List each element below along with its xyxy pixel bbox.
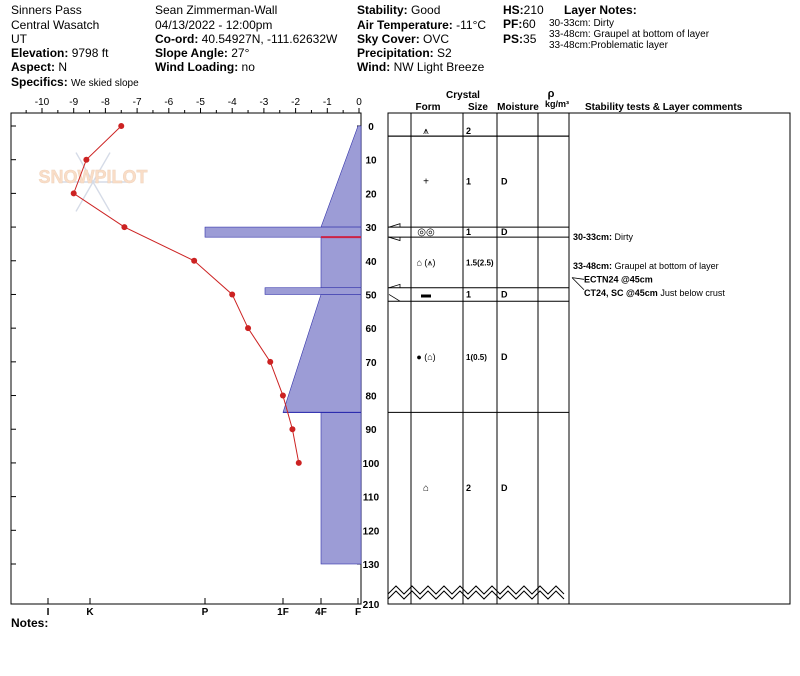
pf-value: 60 (522, 17, 536, 31)
hardness-label: K (86, 607, 94, 618)
layer-note-2: 33-48cm: Graupel at bottom of layer (549, 29, 710, 40)
layer-comment-bold: CT24, SC @45cm (584, 287, 658, 298)
hardness-label: I (46, 607, 50, 618)
air-temp-value: -11°C (456, 18, 487, 32)
layer-form-symbol: + (423, 176, 429, 188)
depth-label: 80 (365, 391, 377, 403)
layer-form-symbol: ⩚ (423, 126, 429, 138)
depth-label: 110 (362, 492, 380, 504)
layer-comment (573, 232, 634, 242)
hs-label: HS: (503, 3, 524, 17)
temp-tick-label: -5 (196, 97, 205, 108)
temperature-point (296, 460, 302, 466)
temp-tick-label: 0 (356, 97, 362, 108)
layer-size: 1(0.5) (466, 352, 487, 362)
wind-value: NW Light Breeze (393, 60, 485, 74)
depth-label: 70 (365, 357, 377, 369)
temperature-point (267, 359, 273, 365)
wind-label: Wind: (357, 60, 391, 74)
layer-size: 1 (466, 176, 472, 187)
layer-moisture: D (501, 227, 508, 238)
temperature-point (289, 426, 295, 432)
temperature-point (191, 258, 197, 264)
wind-loading-label: Wind Loading: (155, 60, 239, 74)
specifics-label: Specifics: (11, 75, 68, 89)
temp-tick-label: -10 (34, 97, 50, 108)
coord-value: 40.54927N, -111.62632W (201, 32, 338, 46)
layer-comment-bold: 33-48cm: (573, 260, 613, 271)
temperature-point (229, 291, 235, 297)
depth-label: 10 (365, 155, 377, 167)
depth-bottom-label: 210 (362, 600, 380, 611)
aspect-value: N (58, 60, 68, 74)
aspect-label: Aspect: (11, 60, 56, 74)
temp-tick-label: -4 (227, 97, 237, 108)
layer-moisture: D (501, 289, 508, 300)
layer-comment-bold: 30-33cm: (573, 232, 613, 243)
stability-label: Stability: (357, 3, 408, 17)
temperature-point (71, 190, 77, 196)
depth-connector (389, 237, 400, 240)
layer-form-symbol: ⌂ (⩚) (416, 257, 436, 268)
layer-comment (584, 274, 653, 284)
layer-table-frame (388, 113, 790, 604)
layer-moisture: D (501, 351, 508, 362)
hardness-layer-30-33 (205, 227, 361, 237)
temp-tick-label: -8 (100, 97, 110, 108)
slope-value: 27° (231, 46, 250, 60)
layer-size: 1 (466, 227, 472, 238)
layer-comment (573, 261, 719, 271)
temp-tick-label: -7 (132, 97, 142, 108)
depth-label: 130 (362, 560, 380, 571)
temp-tick-label: -6 (164, 97, 174, 108)
temperature-point (121, 224, 127, 230)
depth-label: 0 (368, 122, 374, 133)
elevation-value: 9798 ft (71, 46, 109, 60)
hardness-label: 4F (315, 607, 327, 618)
depth-label: 30 (365, 223, 377, 235)
hardness-layer-85-130 (321, 412, 361, 564)
depth-label: 120 (362, 526, 380, 538)
elevation-label: Elevation: (11, 46, 69, 60)
depth-label: 50 (365, 290, 377, 302)
layer-form-symbol: ◎◎ (417, 227, 435, 239)
hardness-layer-50-85 (283, 294, 361, 412)
temp-tick-label: -2 (291, 97, 301, 108)
observer-name: Sean Zimmerman-Wall (155, 3, 278, 17)
depth-connector (389, 294, 400, 301)
hardness-layer-48-50 (265, 288, 361, 295)
size-header: Size (467, 102, 489, 113)
crystal-header: Crystal (446, 90, 480, 101)
sky-value: OVC (423, 32, 450, 46)
density-unit-header: kg/m³ (544, 99, 570, 109)
layer-comment-text: Just below crust (657, 287, 725, 298)
temperature-point (83, 157, 89, 163)
layer-note-3: 33-48cm:Problematic layer (549, 40, 668, 51)
notes-label: Notes: (11, 616, 49, 630)
layer-size: 1.5(2.5) (466, 258, 494, 268)
density-symbol: ρ (547, 88, 555, 100)
layer-form-symbol: ▬ (421, 289, 431, 301)
layer-form-symbol: ⌂ (422, 483, 430, 495)
temperature-point (245, 325, 251, 331)
layer-form-symbol: ● (⌂) (416, 351, 436, 362)
form-header: Form (415, 102, 441, 113)
snowpilot-logo (39, 153, 148, 212)
depth-connector (389, 284, 400, 287)
stability-value: Good (411, 3, 441, 17)
layer-comment (584, 288, 725, 298)
depth-label: 90 (365, 425, 377, 437)
layer-note-1: 30-33cm: Dirty (549, 18, 615, 29)
layer-moisture: D (501, 483, 508, 494)
temp-tick-label: -9 (69, 97, 79, 108)
temperature-point (280, 393, 286, 399)
temp-tick-label: -3 (259, 97, 269, 108)
layer-comment-text: Graupel at bottom of layer (612, 260, 719, 271)
hardness-layer-0-30 (321, 126, 361, 227)
temperature-point (118, 123, 124, 129)
ps-value: 35 (523, 32, 537, 46)
depth-label: 60 (365, 324, 377, 336)
wind-loading-value: no (241, 60, 255, 74)
depth-connector (389, 224, 400, 227)
precip-value: S2 (437, 46, 452, 60)
sky-label: Sky Cover: (357, 32, 420, 46)
depth-label: 100 (362, 458, 380, 470)
hardness-label: P (201, 607, 209, 618)
precip-label: Precipitation: (357, 46, 434, 60)
layer-size: 2 (466, 126, 472, 137)
layer-comment-text: Dirty (612, 232, 634, 243)
air-temp-label: Air Temperature: (357, 18, 453, 32)
temp-tick-label: -1 (322, 97, 332, 108)
specifics-value: We skied slope (71, 78, 139, 89)
hardness-label: 1F (277, 607, 289, 618)
comments-header: Stability tests & Layer comments (585, 102, 743, 113)
pf-label: PF: (503, 17, 523, 31)
hs-value: 210 (523, 3, 544, 17)
snowpilot-logo-text: SNOWPILOT (38, 167, 148, 187)
layer-size: 1 (466, 289, 472, 300)
slope-label: Slope Angle: (155, 46, 228, 60)
hardness-layer-33-48 (321, 237, 361, 288)
ps-label: PS: (503, 32, 524, 46)
layer-notes-title-text: Layer Notes: (564, 3, 637, 17)
state-name: UT (11, 32, 27, 46)
range-name: Central Wasatch (11, 18, 100, 32)
hardness-label: F (354, 607, 362, 618)
location-name: Sinners Pass (11, 3, 82, 17)
depth-label: 40 (365, 256, 377, 268)
layer-size: 2 (466, 483, 472, 494)
depth-label: 20 (365, 189, 377, 201)
moisture-header: Moisture (497, 102, 539, 113)
observation-datetime: 04/13/2022 - 12:00pm (155, 18, 273, 32)
coord-label: Co-ord: (155, 32, 199, 46)
layer-comment-bold: ECTN24 @45cm (584, 274, 653, 285)
layer-moisture: D (501, 176, 508, 187)
